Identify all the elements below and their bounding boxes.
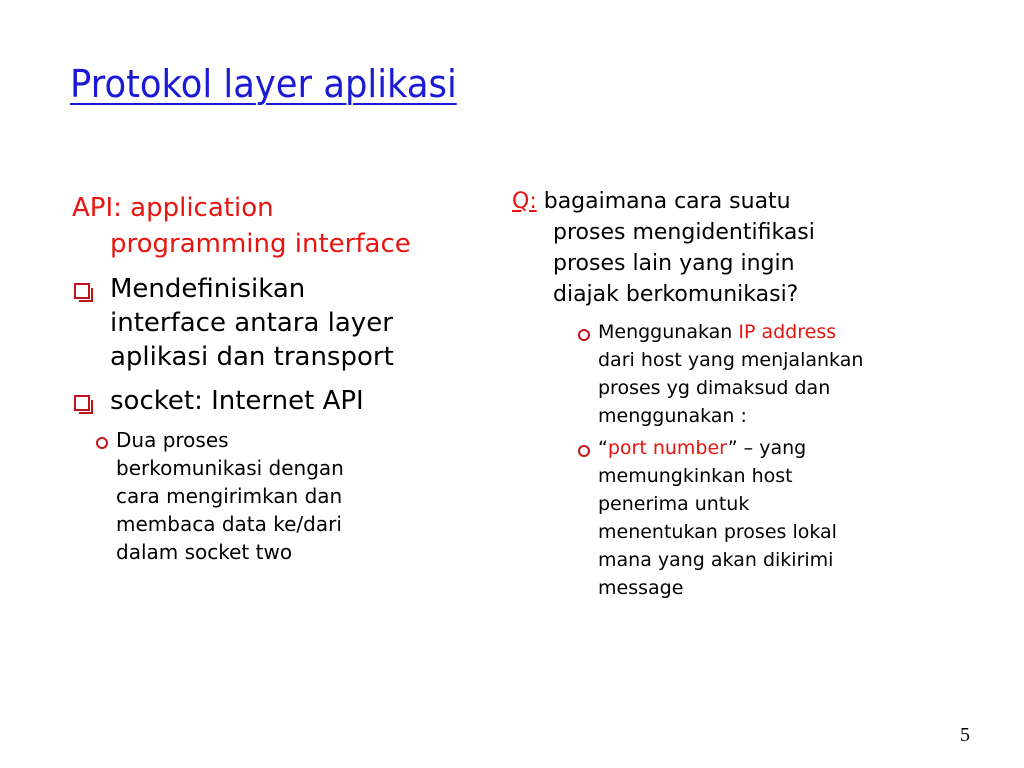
right-column — [512, 186, 972, 602]
ip-prefix: Menggunakan — [598, 321, 739, 343]
open-quote: “ — [598, 437, 608, 459]
sub-bullet-line: message — [598, 577, 684, 599]
sub-bullet-line — [598, 434, 972, 462]
bullet-line: interface antara layer — [110, 308, 393, 338]
sub-bullet-line: proses yg dimaksud dan — [598, 377, 831, 399]
sub-bullet-port-number — [512, 434, 972, 602]
api-label: API: — [72, 193, 122, 223]
sub-bullet-line: cara mengirimkan dan — [116, 484, 343, 508]
sub-bullet-line: menggunakan : — [598, 405, 747, 427]
sub-bullet-line: dalam socket two — [116, 540, 293, 564]
sub-bullet-line: Dua proses — [116, 428, 229, 452]
sub-bullet-line: berkomunikasi dengan — [116, 456, 344, 480]
checkbox-square-icon — [74, 395, 90, 411]
api-definition — [72, 190, 492, 262]
bullet-line: Mendefinisikan — [110, 274, 306, 304]
sub-bullet-two-processes — [34, 426, 492, 566]
ip-address-highlight: IP address — [738, 321, 837, 343]
question-text: proses lain yang ingin — [553, 251, 795, 276]
slide-title: Protokol layer aplikasi — [70, 62, 457, 106]
question-label: Q: — [512, 189, 537, 214]
left-column — [72, 190, 492, 566]
api-text-1: application — [130, 193, 274, 223]
question-text: bagaimana cara suatu — [543, 189, 791, 214]
close-quote: ” – yang — [727, 437, 807, 459]
question-line-1 — [512, 186, 972, 217]
sub-bullet-ip-address — [512, 318, 972, 430]
sub-bullet-line: penerima untuk — [598, 493, 750, 515]
hollow-circle-icon — [578, 445, 590, 457]
question-block — [512, 186, 972, 310]
page-number: 5 — [960, 724, 970, 746]
sub-bullet-line: membaca data ke/dari — [116, 512, 342, 536]
hollow-circle-icon — [96, 437, 108, 449]
port-number-highlight: port number — [607, 437, 728, 459]
question-text: diajak berkomunikasi? — [553, 282, 799, 307]
sub-bullet-line: dari host yang menjalankan — [598, 349, 864, 371]
hollow-circle-icon — [578, 329, 590, 341]
api-line-1 — [72, 190, 492, 226]
checkbox-square-icon — [74, 283, 90, 299]
sub-bullet-line: memungkinkan host — [598, 465, 793, 487]
sub-bullet-line: menentukan proses lokal — [598, 521, 837, 543]
bullet-line: aplikasi dan transport — [110, 342, 394, 372]
sub-bullet-line: mana yang akan dikirimi — [598, 549, 834, 571]
sub-bullet-line — [598, 318, 972, 346]
api-line-2: programming interface — [110, 229, 411, 259]
bullet-socket — [72, 384, 492, 418]
bullet-define-interface — [72, 272, 492, 374]
bullet-line: socket: Internet API — [110, 386, 364, 416]
question-text: proses mengidentifikasi — [553, 220, 815, 245]
